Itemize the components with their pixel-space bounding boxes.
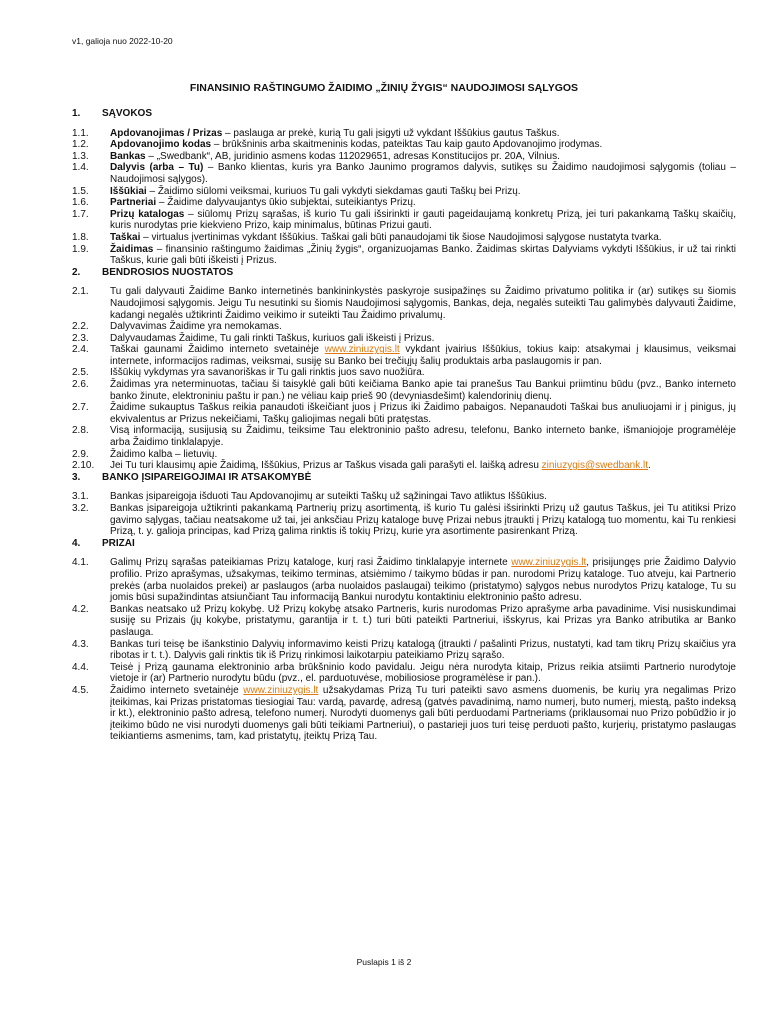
document-title: FINANSINIO RAŠTINGUMO ŽAIDIMO „ŽINIŲ ŽYGIS“ NAUDOJIMOSI SĄLYGOS <box>189 82 579 94</box>
clause-text <box>110 151 736 163</box>
clause-text-run: – virtualus įvertinimas vykdant Iššūkius. Taškai gali būti panaudojami tik šiose Naudojimosi sąlygose nustatyta tvarka. <box>140 231 662 243</box>
section <box>72 108 736 267</box>
clause-text <box>110 244 736 267</box>
clause-text <box>110 379 736 402</box>
clause-text-run: Žaidimo interneto svetainėje <box>110 684 244 696</box>
clause-text <box>110 460 736 472</box>
clause-number: 1.1. <box>72 127 89 139</box>
clause-text-run: Bankas įsipareigoja išduoti Tau Apdovanojimų ar suteikti Taškų už sąžiningai Tavo atliktus Iššūkius. <box>110 491 547 503</box>
clause-text-run: Teisė į Prizą gaunama elektroninio arba brūkšninio kodo pavidalu. Jeigu nėra nurodyta kitaip, Prizus reikia atsiimti Partnerio nurodytoje vietoje ir (ar) Partnerio nurodytu būdu (pvz., el. parduotuvėse, mobiliosiose programėlėse ir pan.). <box>110 661 736 685</box>
clause <box>72 639 736 662</box>
clause-text-run: . <box>647 460 651 472</box>
section-number: 3. <box>72 471 81 483</box>
defined-term: Partneriai <box>110 197 157 209</box>
section-heading <box>72 267 736 279</box>
section-number: 1. <box>72 108 81 119</box>
clause <box>72 367 736 379</box>
hyperlink[interactable]: www.ziniuzygis.lt <box>511 557 587 569</box>
clause-text <box>110 449 736 461</box>
clause-number: 1.2. <box>72 139 89 151</box>
hyperlink[interactable]: ziniuzygis@swedbank.lt <box>541 460 648 472</box>
clause-text-run: – siūlomų Prizų sąrašas, iš kurio Tu gali išsirinkti ir gauti pageidaujamą konkretų Prizą, jei turi pakankamą Taškų skaičių, kuris nurodytas prie kiekvieno Prizo, kaip minimalus, būtinas Prizui gauti. <box>110 208 736 232</box>
clause-text <box>110 662 736 685</box>
section <box>72 267 736 472</box>
clause-text-run: Tu gali dalyvauti Žaidime Banko internetinės bankininkystės paskyroje susipažinęs su Žaidimo privatumo politika ir (ar) sutikęs su šiomis Naudojimosi sąlygomis. Jeigu Tu nesutinki su šiomis Naudojimosi sąlygomis, Bankas, deja, negalės suteikti Tau galimybės dalyvauti Žaidime, kadangi negalės užtikrinti Žaidimo veikimo ir suteikti Tau Žaidimo privalumų. <box>110 286 736 321</box>
section-number: 2. <box>72 266 81 278</box>
clause-text <box>110 186 736 198</box>
clause <box>72 186 736 198</box>
hyperlink[interactable]: www.ziniuzygis.lt <box>243 684 319 696</box>
clause-number: 1.9. <box>72 243 89 255</box>
clause-text <box>110 402 736 425</box>
clause-number: 1.4. <box>72 162 89 174</box>
clause <box>72 460 736 472</box>
clause-number: 2.4. <box>72 344 89 356</box>
clause-text <box>110 491 736 503</box>
clause <box>72 449 736 461</box>
clause-text <box>110 685 736 743</box>
clause-text-run: – finansinio raštingumo žaidimas „Žinių žygis“, organizuojamas Banko. Žaidimas skirtas Dalyviams vykdyti Iššūkius, ir už tai rinkti Taškus, kurie gali būti iškeisti į Prizus. <box>110 243 736 267</box>
section-title: BENDROSIOS NUOSTATOS <box>102 266 234 278</box>
clause <box>72 244 736 267</box>
clause-text-run: Jei Tu turi klausimų apie Žaidimą, Iššūkius, Prizus ar Taškus visada gali parašyti el. laišką adresu <box>110 460 542 472</box>
clause-text-run: Visą informaciją, susijusią su Žaidimu, teiksime Tau elektroninio pašto adresu, telefonu, Banko interneto banke, išmaniojoje programėlėje arba Žaidimo tinklalapyje. <box>110 425 736 449</box>
clause-text-run: Dalyvavimas Žaidime yra nemokamas. <box>110 321 282 333</box>
clause-number: 1.8. <box>72 231 89 243</box>
clause-text-run: – Banko klientas, kuris yra Banko Jaunimo programos dalyvis, sutikęs su Žaidimo naudojimosi sąlygomis (toliau – Naudojimosi sąlygos). <box>110 162 736 185</box>
clause <box>72 139 736 151</box>
defined-term: Dalyvis (arba – Tu) <box>110 162 204 174</box>
section <box>72 538 736 743</box>
clause-text <box>110 286 736 321</box>
clause-text-run: Bankas neatsako už Prizų kokybę. Už Prizų kokybę atsako Partneris, kuris nurodomas Prizo aprašyme arba pavadinime. Visi nusiskundimai susiję su Prizais (jų kokybe, pristatymu, garantija ir t. t.) turi būti pateikti Partneriui, išskyrus, kai Prizas yra Banko atributika ar Banko paslauga. <box>110 603 736 638</box>
section-title: PRIZAI <box>102 537 135 549</box>
section-heading <box>72 108 736 120</box>
version-label: v1, galioja nuo 2022-10-20 <box>72 36 173 46</box>
clause-text <box>110 557 736 603</box>
clause-number: 4.4. <box>72 661 89 673</box>
clause-text-run: Bankas turi teisę be išankstinio Dalyvių informavimo keisti Prizų katalogą (įtraukti / pašalinti Prizus, nustatyti, kad tam tikrų Prizų skaičius yra ribotas ir t. t.). Dalyvis gali rinktis tik iš Prizų rinkimosi laikotarpiu pateikiamo Prizų sąrašo. <box>110 638 736 662</box>
clause-text-run: – „Swedbank“, AB, juridinio asmens kodas 112029651, adresas Konstitucijos pr. 20A, Vilnius. <box>145 150 560 162</box>
clause-text-run: Dalyvaudamas Žaidime, Tu gali rinkti Taškus, kuriuos gali iškeisti į Prizus. <box>110 332 435 344</box>
clause-number: 1.3. <box>72 150 89 162</box>
defined-term: Apdovanojimas / Prizas <box>110 127 223 139</box>
clause-text-run: , prisijungęs prie Žaidimo Dalyvio profilio. Prizo aprašymas, užsakymas, teikimo terminas, atsiėmimo / taikymo būdas ir pan. nurodomi Prizų kataloge. Tuo atveju, kai Partnerio prekės (arba nuolaidos prekei) ar paslaugos (arba nuolaidos paslaugai) teikimo (pristatymo) sąlygos nebus nurodytos Prizų kataloge, Tu su jomis būsi supažindintas atsiunčiant Tau informaciją Bankui nurodytu kontaktiniu elektroninio pašto adresu. <box>110 557 736 604</box>
clause-text-run: – brūkšninis arba skaitmeninis kodas, pateiktas Tau kaip gauto Apdovanojimo įrodymas. <box>211 139 603 151</box>
clause-text-run: užsakydamas Prizą Tu turi pateikti savo asmens duomenis, be kurių yra negalimas Prizo įteikimas, kai Prizas pristatomas tiesiogiai Tau: vardą, pavardę, adresą (gatvės pavadinimą, namo numerį, buto numerį, miestą, pašto indeksą ir kt.), elektroninio pašto adresą, telefono numerį. Nurodyti duomenys gali būti perduodami Partneriams (priklausomai nuo Prizo pobūdžio ir jo įteikimo būdo ne visi nurodyti duomenys gali būti teikiami Partneriui), o pastarieji juos turi teisę perduoti pašto, kurjerių, pristatymo paslaugas teikiantiems asmenims, tam, kad pristatytų, įteiktų Prizą Tau. <box>110 684 736 743</box>
defined-term: Apdovanojimo kodas <box>110 139 212 151</box>
clause <box>72 128 736 140</box>
clause <box>72 503 736 538</box>
section-heading <box>72 538 736 550</box>
clause-number: 1.7. <box>72 208 89 220</box>
clause <box>72 197 736 209</box>
clause <box>72 685 736 743</box>
clause-number: 4.3. <box>72 638 89 650</box>
clause-text-run: Žaidimo kalba – lietuvių. <box>110 448 218 460</box>
clause-text <box>110 232 736 244</box>
clause-text <box>110 209 736 232</box>
clause <box>72 286 736 321</box>
section-title: BANKO ĮSIPAREIGOJIMAI IR ATSAKOMYBĖ <box>102 471 312 483</box>
clause-number: 3.1. <box>72 491 89 503</box>
clause-text-run: Bankas įsipareigoja užtikrinti pakankamą Partnerių prizų asortimentą, iš kurio Tu galėsi išsirinkti Prizų už gautus Taškus, jei Tu atitiksi Prizo gavimo sąlygas, tačiau neatsakome už tai, jei anksčiau Prizų kataloge buvę Prizai nebus įtraukti į Prizų katalogą tuo momentu, kai Tu renkiesi Prizą, t. y. galioja principas, kad Prizą galima rinktis iš tokių Prizų, kurie yra asortimente pasirenkant Prizą. <box>110 503 736 538</box>
clause-text <box>110 425 736 448</box>
clause-number: 2.6. <box>72 379 89 391</box>
defined-term: Žaidimas <box>110 243 154 255</box>
clause <box>72 344 736 367</box>
defined-term: Bankas <box>110 150 146 162</box>
clause-text-run: Žaidime sukauptus Taškus reikia panaudoti iškeičiant juos į Prizus iki Žaidimo pabaigos. Nepanaudoti Taškai bus anuliuojami ir į pinigus, jų ekvivalentus ar Prizus nekeičiami, Taškų galiojimas negali būti pratęstas. <box>110 402 736 425</box>
clause-number: 2.8. <box>72 425 89 437</box>
clause-text-run: – Žaidimo siūlomi veiksmai, kuriuos Tu gali vykdyti siekdamas gauti Taškų bei Prizų. <box>146 185 521 197</box>
defined-term: Iššūkiai <box>110 185 147 197</box>
clause-text <box>110 197 736 209</box>
clause-number: 4.5. <box>72 684 89 696</box>
clause-number: 4.2. <box>72 603 89 615</box>
clause-text <box>110 139 736 151</box>
clause-number: 2.1. <box>72 286 89 298</box>
clause-text-run: vykdant įvairius Iššūkius, tokius kaip: atsakymai į klausimus, veiksmai internete, informacijos radimas, veiksmai, susiję su Banko bei trečiųjų šalių produktais arba paslaugomis ir pan. <box>110 344 737 367</box>
clause-number: 4.1. <box>72 557 89 569</box>
clause-number: 1.6. <box>72 197 89 209</box>
clause <box>72 379 736 402</box>
defined-term: Prizų katalogas <box>110 208 185 220</box>
clause-number: 2.2. <box>72 321 89 333</box>
clause <box>72 425 736 448</box>
clause-number: 2.5. <box>72 367 89 379</box>
section-number: 4. <box>72 537 81 549</box>
clause-text-run: Galimų Prizų sąrašas pateikiamas Prizų kataloge, kurį rasi Žaidimo tinklalapyje internete <box>110 557 512 569</box>
clause-text <box>110 604 736 639</box>
clause-text-run: Žaidimas yra neterminuotas, tačiau ši taisyklė gali būti keičiama Banko apie tai pranešus Tau Bankui priimtinu būdu (pvz., Banko interneto banko žinute, elektroniniu paštu ir pan.) ne vėliau kaip prieš 90 (devyniasdešimt) kalendorinių dienų. <box>110 379 736 402</box>
clause-number: 2.7. <box>72 402 89 414</box>
clause <box>72 662 736 685</box>
clause-text <box>110 503 736 538</box>
clause <box>72 604 736 639</box>
document-body <box>72 108 736 743</box>
clause <box>72 321 736 333</box>
defined-term: Taškai <box>110 231 141 243</box>
clause-number: 1.5. <box>72 185 89 197</box>
clause-number: 2.10. <box>72 460 95 472</box>
clause-number: 3.2. <box>72 503 89 514</box>
section-title: SĄVOKOS <box>102 108 153 119</box>
clause-text <box>110 367 736 379</box>
clause <box>72 557 736 603</box>
clause-text-run: – paslauga ar prekė, kurią Tu gali įsigyti už vykdant Iššūkius gautus Taškus. <box>222 127 560 139</box>
clause-number: 2.3. <box>72 332 89 344</box>
clause <box>72 402 736 425</box>
clause-text-run: – Žaidime dalyvaujantys ūkio subjektai, suteikiantys Prizų. <box>156 197 416 209</box>
clause-text <box>110 128 736 140</box>
clause <box>72 232 736 244</box>
clause-text <box>110 333 736 345</box>
clause <box>72 491 736 503</box>
clause <box>72 209 736 232</box>
clause-text <box>110 321 736 333</box>
clause <box>72 333 736 345</box>
clause-text-run: Iššūkių vykdymas yra savanoriškas ir Tu gali rinktis juos savo nuožiūra. <box>110 367 425 379</box>
clause-text <box>110 639 736 662</box>
clause-text-run: Taškai gaunami Žaidimo interneto svetainėje <box>110 344 325 356</box>
hyperlink[interactable]: www.ziniuzygis.lt <box>324 344 400 356</box>
section-heading <box>72 472 736 484</box>
clause-number: 2.9. <box>72 448 89 460</box>
clause <box>72 162 736 185</box>
page-number: Puslapis 1 iš 2 <box>356 957 412 967</box>
section <box>72 472 736 538</box>
clause <box>72 151 736 163</box>
clause-text <box>110 344 736 367</box>
clause-text <box>110 162 736 185</box>
